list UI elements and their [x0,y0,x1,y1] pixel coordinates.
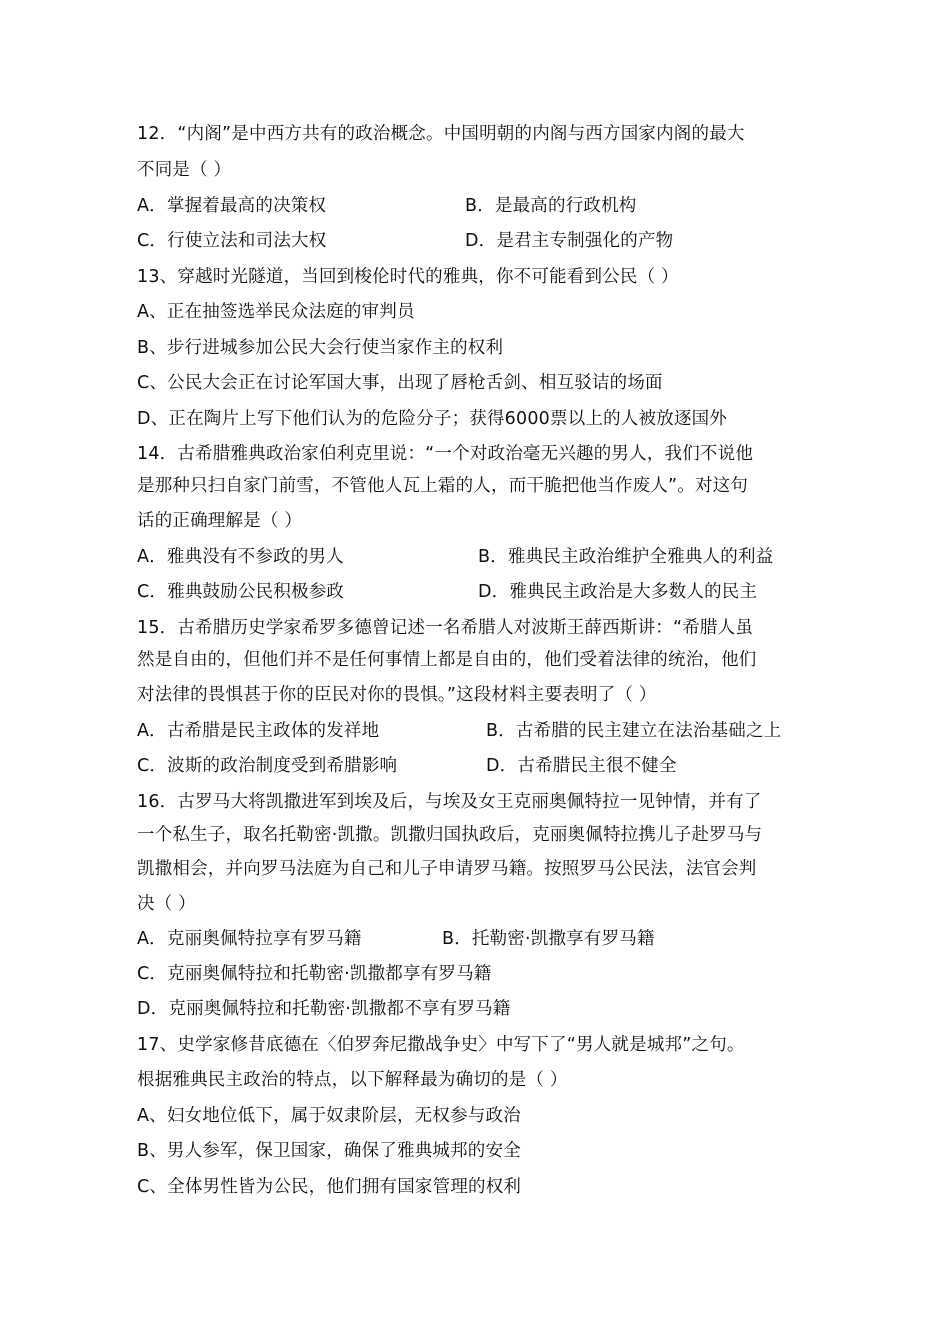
q14-stem-line1: 14．古希腊雅典政治家伯利克里说：“一个对政治毫无兴趣的男人，我们不说他 [137,444,754,464]
q17-stem-line1: 17、史学家修昔底德在〈伯罗奔尼撒战争史〉中写下了“男人就是城邦”之句。 [137,1035,745,1055]
q17-stem-line2: 根据雅典民主政治的特点，以下解释最为确切的是（ ） [137,1070,568,1090]
q17-option-a: A、妇女地位低下，属于奴隶阶层，无权参与政治 [137,1106,521,1126]
q15-option-d: D．古希腊民主很不健全 [486,756,677,776]
q12-stem-line1: 12．“内阁”是中西方共有的政治概念。中国明朝的内阁与西方国家内阁的最大 [137,124,745,144]
q16-stem-line1: 16．古罗马大将凯撒进军到埃及后，与埃及女王克丽奥佩特拉一见钟情，并有了 [137,792,762,812]
q14-stem-line2: 是那种只扫自家门前雪，不管他人瓦上霜的人，而干脆把他当作废人”。对这句 [137,476,749,496]
q17-option-c: C、全体男性皆为公民，他们拥有国家管理的权利 [137,1177,522,1197]
q17-option-b: B、男人参军，保卫国家，确保了雅典城邦的安全 [137,1141,521,1161]
q14-option-d: D．雅典民主政治是大多数人的民主 [478,582,758,602]
q15-option-c: C．波斯的政治制度受到希腊影响 [137,756,398,776]
q13-option-b: B、步行进城参加公民大会行使当家作主的权利 [137,338,504,358]
q16-option-a: A．克丽奥佩特拉享有罗马籍 [137,929,362,949]
q12-stem-line2: 不同是（ ） [137,160,232,180]
q16-option-b: B．托勒密·凯撒享有罗马籍 [442,929,655,949]
q15-stem-line2: 然是自由的，但他们并不是任何事情上都是自由的，他们受着法律的统治，他们 [137,650,757,670]
q13-option-d: D、正在陶片上写下他们认为的危险分子；获得6000票以上的人被放逐国外 [137,409,728,429]
q13-option-c: C、公民大会正在讨论军国大事，出现了唇枪舌剑、相互驳诘的场面 [137,373,663,393]
q16-option-d: D．克丽奥佩特拉和托勒密·凯撒都不享有罗马籍 [137,999,511,1019]
q12-option-b: B．是最高的行政机构 [465,196,637,216]
q14-option-c: C．雅典鼓励公民积极参政 [137,582,345,602]
q15-stem-line3: 对法律的畏惧甚于你的臣民对你的畏惧。”这段材料主要表明了（ ） [137,685,657,705]
q16-stem-line4: 决（ ） [137,894,196,914]
q16-stem-line2: 一个私生子，取名托勒密·凯撒。凯撒归国执政后，克丽奥佩特拉携儿子赴罗马与 [137,825,763,845]
q16-option-c: C．克丽奥佩特拉和托勒密·凯撒都享有罗马籍 [137,964,492,984]
q14-option-b: B．雅典民主政治维护全雅典人的利益 [478,547,774,567]
q14-stem-line3: 话的正确理解是（ ） [137,511,303,531]
q13-option-a: A、正在抽签选举民众法庭的审判员 [137,302,415,322]
q15-stem-line1: 15．古希腊历史学家希罗多德曾记述一名希腊人对波斯王薛西斯讲：“希腊人虽 [137,618,754,638]
q12-option-c: C．行使立法和司法大权 [137,231,327,251]
q15-option-b: B．古希腊的民主建立在法治基础之上 [486,721,782,741]
q14-option-a: A．雅典没有不参政的男人 [137,547,344,567]
q12-option-d: D．是君主专制强化的产物 [465,231,674,251]
q12-option-a: A．掌握着最高的决策权 [137,196,327,216]
q15-option-a: A．古希腊是民主政体的发祥地 [137,721,380,741]
q16-stem-line3: 凯撒相会，并向罗马法庭为自己和儿子申请罗马籍。按照罗马公民法，法官会判 [137,859,757,879]
q13-stem-line1: 13、穿越时光隧道，当回到梭伦时代的雅典，你不可能看到公民（ ） [137,267,679,287]
